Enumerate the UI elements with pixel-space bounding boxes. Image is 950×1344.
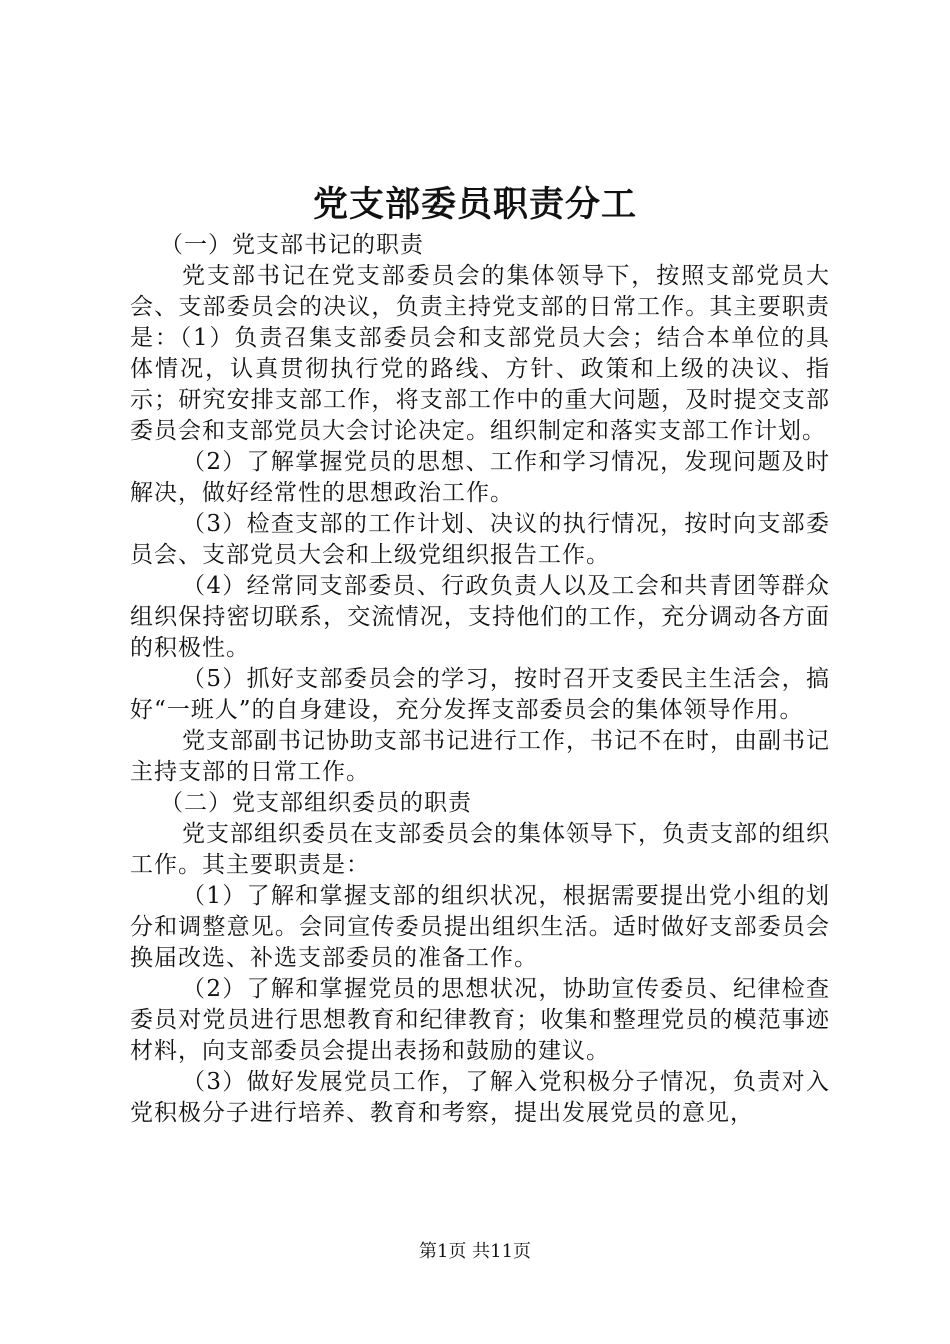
body-paragraph: （2）了解掌握党员的思想、工作和学习情况，发现问题及时解决，做好经常性的思想政治工作。 bbox=[130, 449, 830, 506]
body-paragraph: 党支部书记在党支部委员会的集体领导下，按照支部党员大会、支部委员会的决议，负责主持党支部的日常工作。其主要职责是：（1）负责召集支部委员会和支部党员大会；结合本单位的具体情况，认真贯彻执行党的路线、方针、政策和上级的决议、指示；研究安排支部工作，将支部工作中的重大问题，及时提交支部委员会和支部党员大会讨论决定。组织制定和落实支部工作计划。 bbox=[130, 263, 830, 444]
body-paragraph: （4）经常同支部委员、行政负责人以及工会和共青团等群众组织保持密切联系，交流情况，支持他们的工作，充分调动各方面的积极性。 bbox=[130, 573, 830, 661]
body-paragraph: （2）了解和掌握党员的思想状况，协助宣传委员、纪律检查委员对党员进行思想教育和纪律教育；收集和整理党员的模范事迹材料，向支部委员会提出表扬和鼓励的建议。 bbox=[130, 976, 830, 1064]
body-paragraph: 党支部副书记协助支部书记进行工作，书记不在时，由副书记主持支部的日常工作。 bbox=[130, 728, 830, 785]
body-paragraph: （3）做好发展党员工作，了解入党积极分子情况，负责对入党积极分子进行培养、教育和考察，提出发展党员的意见， bbox=[130, 1069, 830, 1126]
body-paragraph: （5）抓好支部委员会的学习，按时召开支委民主生活会，搞好“一班人”的自身建设，充分发挥支部委员会的集体领导作用。 bbox=[130, 666, 830, 723]
document-body bbox=[130, 230, 830, 1129]
body-paragraph: （3）检查支部的工作计划、决议的执行情况，按时向支部委员会、支部党员大会和上级党组织报告工作。 bbox=[130, 511, 830, 568]
body-paragraph: 党支部组织委员在支部委员会的集体领导下，负责支部的组织工作。其主要职责是： bbox=[130, 821, 830, 878]
body-paragraph: （1）了解和掌握支部的组织状况，根据需要提出党小组的划分和调整意见。会同宣传委员提出组织生活。适时做好支部委员会换届改选、补选支部委员的准备工作。 bbox=[130, 883, 830, 971]
document-title: 党支部委员职责分工 bbox=[312, 184, 637, 225]
page-number-footer: 第1页 共11页 bbox=[418, 1241, 532, 1262]
section-heading: （一）党支部书记的职责 bbox=[160, 232, 424, 258]
section-heading: （二）党支部组织委员的职责 bbox=[160, 790, 472, 816]
